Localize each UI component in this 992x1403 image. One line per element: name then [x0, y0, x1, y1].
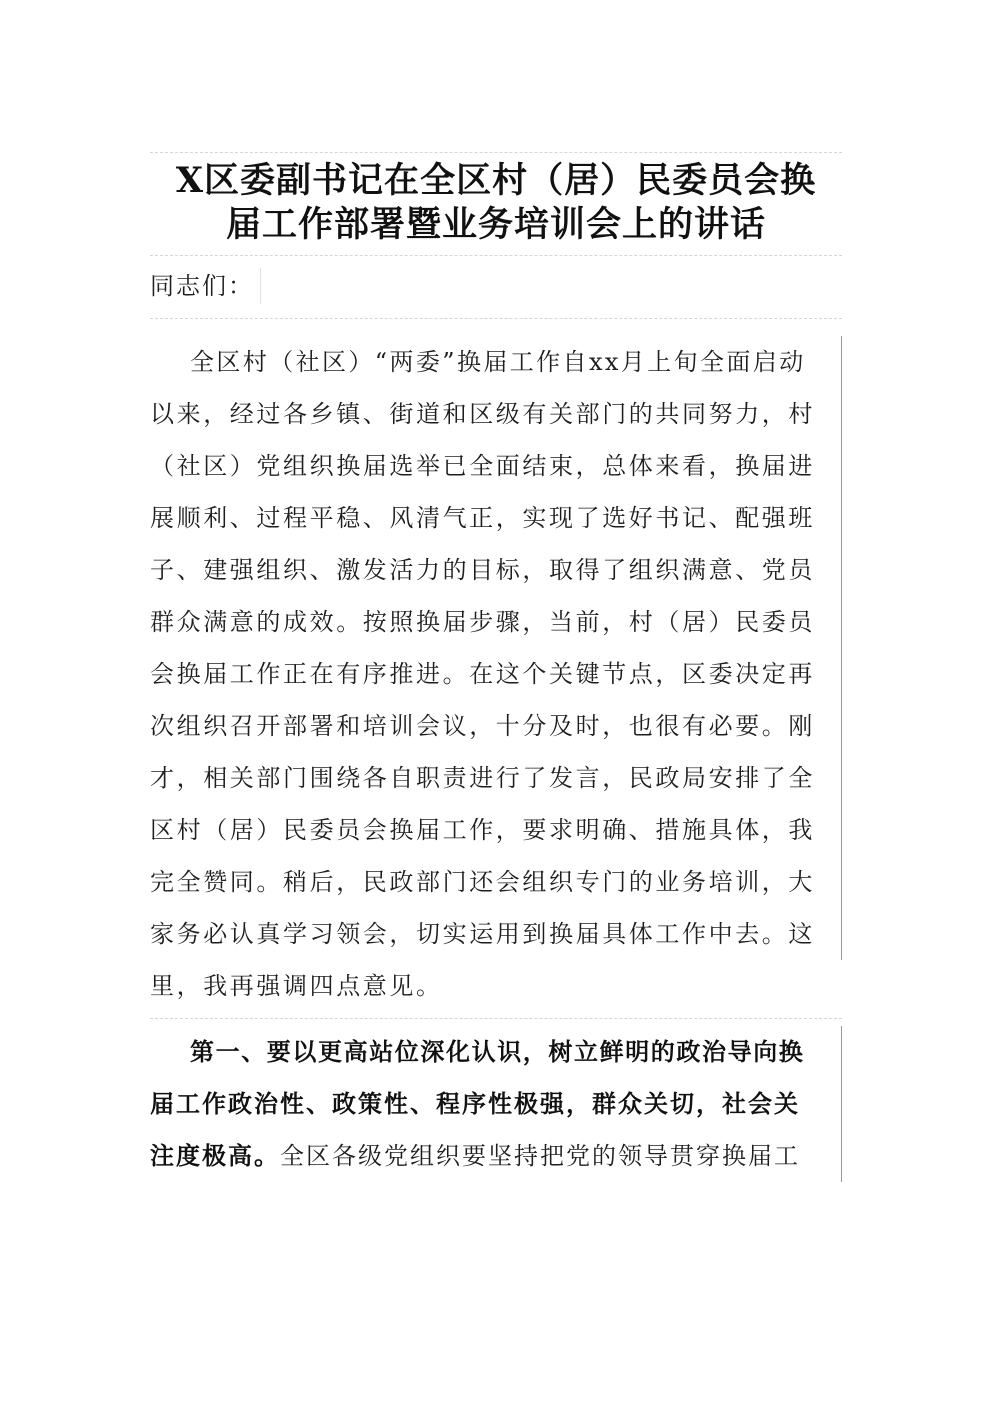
paragraph-line-mixed	[150, 1130, 842, 1182]
salutation-block	[150, 256, 842, 319]
section-heading-line-1: 第一、要以更高站位深化认识，树立鲜明的政治导向换	[150, 1026, 842, 1078]
title-line-2: 届工作部署暨业务培训会上的讲话	[225, 204, 766, 245]
paragraph-line: 次组织召开部署和培训会议，十分及时，也很有必要。刚	[150, 700, 842, 752]
paragraph-line: 展顺利、过程平稳、风清气正，实现了选好书记、配强班	[150, 492, 842, 544]
paragraph-2	[150, 1026, 842, 1182]
paragraph-line: 会换届工作正在有序推进。在这个关键节点，区委决定再	[150, 648, 842, 700]
paragraph-line: 区村（居）民委员会换届工作，要求明确、措施具体，我	[150, 804, 842, 856]
paragraph-line: 全区村（社区）“两委”换届工作自xx月上旬全面启动	[150, 336, 842, 388]
paragraph-line: 以来，经过各乡镇、街道和区级有关部门的共同努力，村	[150, 388, 842, 440]
paragraph-1	[150, 336, 842, 1019]
document-title	[150, 152, 842, 256]
title-line-1: X区委副书记在全区村（居）民委员会换	[175, 160, 817, 201]
paragraph-line: 才，相关部门围绕各自职责进行了发言，民政局安排了全	[150, 752, 842, 804]
paragraph-line: （社区）党组织换届选举已全面结束，总体来看，换届进	[150, 440, 842, 492]
paragraph-line: 子、建强组织、激发活力的目标，取得了组织满意、党员	[150, 544, 842, 596]
paragraph-line: 家务必认真学习领会，切实运用到换届具体工作中去。这	[150, 908, 842, 960]
section-heading-line-3: 注度极高。	[150, 1141, 280, 1170]
paragraph-line: 里，我再强调四点意见。	[150, 972, 443, 1000]
paragraph-body-text: 全区各级党组织要坚持把党的领导贯穿换届工	[280, 1142, 800, 1170]
section-heading-line-2: 届工作政治性、政策性、程序性极强，群众关切，社会关	[150, 1078, 842, 1130]
paragraph-line: 群众满意的成效。按照换届步骤，当前，村（居）民委员	[150, 596, 842, 648]
paragraph-line: 完全赞同。稍后，民政部门还会组织专门的业务培训，大	[150, 856, 842, 908]
salutation-text: 同志们：	[150, 268, 261, 304]
